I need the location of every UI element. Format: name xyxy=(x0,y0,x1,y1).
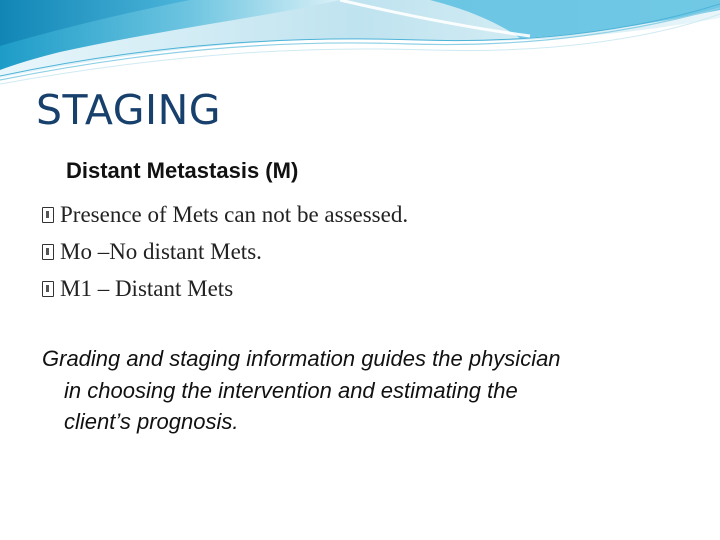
bullet-item xyxy=(42,196,408,233)
missing-glyph-box-icon xyxy=(42,207,54,223)
bullet-item xyxy=(42,233,408,270)
header-wave-decoration xyxy=(0,0,720,100)
bullet-label: M1 – Distant Mets xyxy=(60,275,234,301)
slide-title: STAGING xyxy=(36,86,222,134)
summary-note-line: client’s prognosis. xyxy=(64,409,239,434)
summary-note-line: in choosing the intervention and estimating the xyxy=(64,377,518,403)
missing-glyph-box-icon xyxy=(42,281,54,297)
section-subheading: Distant Metastasis (M) xyxy=(66,158,299,183)
bullet-item xyxy=(42,270,408,307)
summary-note xyxy=(42,343,692,438)
bullet-label: Presence of Mets can not be assessed. xyxy=(60,201,409,227)
bullet-label: Mo –No distant Mets. xyxy=(60,238,262,264)
summary-note-line: Grading and staging information guides the physician xyxy=(42,346,561,371)
bullet-list xyxy=(42,196,408,307)
missing-glyph-box-icon xyxy=(42,244,54,260)
